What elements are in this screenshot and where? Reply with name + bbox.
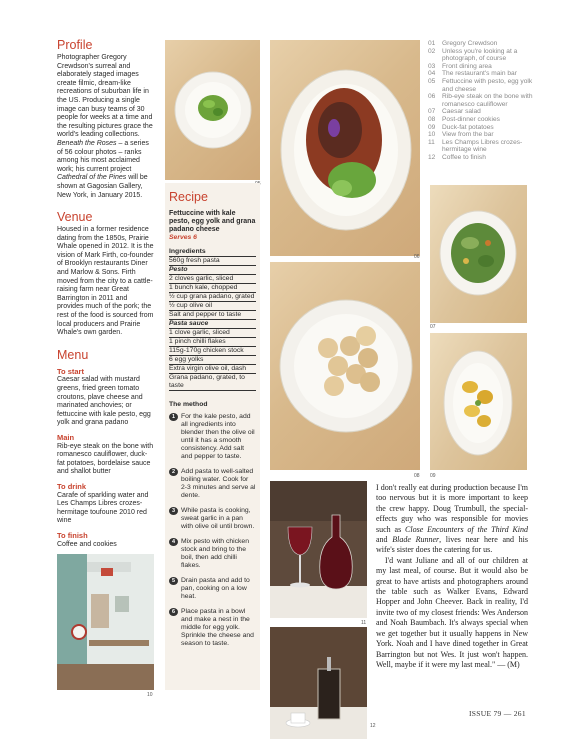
step-number-badge: 2 — [169, 468, 178, 476]
cookies-illustration — [270, 262, 420, 470]
caption-item — [428, 48, 533, 63]
caption-number: 01 — [428, 40, 436, 47]
photo-captions-list — [428, 40, 533, 162]
menu-section-text: Caesar salad with mustard greens, fried green tomato croutons, plave cheese and marinated anchovies; or fettuccine with kale pesto, egg yolk and grana padano — [57, 376, 151, 427]
menu-heading: Menu — [57, 347, 89, 362]
menu-section-text: Carafe of sparkling water and Les Champs Libres crozes-hermitage toufoune 2010 red wine — [57, 491, 149, 525]
method-step — [169, 507, 256, 531]
step-number-badge: 6 — [169, 608, 178, 616]
caption-item — [428, 139, 533, 154]
ingredient-subheading: Pasta sauce — [169, 320, 256, 329]
profile-text: Photographer Gregory Crewdson's surreal and elaborately staged images create filmic, dream-like recreations of suburban life in the US. Producing a single image can busy teams of 30 people for weeks at a time and the resulting pictures grace the world's leading collections. Beneath the Roses – a series of 56 colour photos – ranks among his most acclaimed work; his current project Cathedral of the Pines will be shown at Gagosian Gallery, New York, in January 2015. — [57, 54, 153, 199]
wine-illustration — [270, 481, 367, 618]
photo-wine — [270, 481, 367, 618]
ingredient-item: Salt and pepper to taste — [169, 311, 256, 320]
caption-number: 04 — [428, 70, 436, 78]
profile-heading: Profile — [57, 38, 93, 52]
caption-text: Post-dinner cookies — [442, 115, 500, 123]
caption-item — [428, 131, 533, 139]
photo-number: 09 — [430, 473, 436, 479]
photo-number: 11 — [361, 620, 367, 626]
caesar-salad-illustration — [430, 185, 527, 323]
ingredient-item: Extra virgin olive oil, dash — [169, 365, 256, 374]
caption-item — [428, 78, 533, 93]
photo-pesto-bowl — [165, 40, 260, 180]
ingredient-item: 560g fresh pasta — [169, 257, 256, 266]
article-body — [376, 483, 528, 670]
caption-number: 11 — [428, 138, 435, 146]
caption-text: The restaurant's main bar — [442, 70, 517, 78]
caption-text: Fettuccine with pesto, egg yolk and cheese — [442, 77, 533, 93]
left-column — [57, 38, 155, 549]
caption-text: Unless you're looking at a photograph, of course — [442, 47, 518, 63]
menu-section-text: Coffee and cookies — [57, 540, 117, 548]
recipe-panel — [165, 183, 260, 690]
caption-text: Rib-eye steak on the bone with romanesco cauliflower — [442, 93, 533, 108]
step-number-badge: 3 — [169, 507, 178, 515]
photo-view-from-bar — [57, 554, 154, 690]
step-number-badge: 4 — [169, 538, 178, 546]
ingredient-item: 1 clove garlic, sliced — [169, 329, 256, 338]
ingredient-item: 6 egg yolks — [169, 356, 256, 365]
coffee-illustration — [270, 627, 367, 739]
method-step — [169, 538, 256, 570]
caption-item — [428, 116, 533, 124]
photo-number: 06 — [414, 254, 420, 260]
caption-text: Caesar salad — [442, 108, 481, 116]
caption-number: 08 — [428, 115, 436, 123]
caption-text: Gregory Crewdson — [442, 40, 498, 47]
ingredient-item: 2 cloves garlic, sliced — [169, 275, 256, 284]
photo-number: 07 — [430, 324, 436, 330]
photo-number: 10 — [147, 692, 153, 698]
photo-coffee — [270, 627, 367, 739]
menu-section-label: To start — [57, 366, 84, 376]
venue-text: Housed in a former residence dating from the 1850s, Prairie Whale opened in 2012. It is the vision of Mark Firth, co-founder of Brooklyn restaurants Diner and Marlow & Sons. Firth moved from the city to a cattle-raising farm near Great Barrington in 2011 and provides much of the pork; the rest of the food is sourced from local producers and Prairie Whale's own garden. — [57, 226, 154, 337]
caption-text: Duck-fat potatoes — [442, 123, 494, 131]
caption-number: 05 — [428, 77, 436, 85]
ingredient-subheading: Pesto — [169, 266, 256, 275]
step-text: Place pasta in a bowl and make a nest in the middle for egg yolk. Sprinkle the cheese and season to taste. — [181, 608, 254, 647]
step-text: Add pasta to well-salted boiling water. Cook for 2-3 minutes and serve al dente. — [181, 468, 256, 499]
ingredient-item: 1 bunch kale, chopped — [169, 284, 256, 293]
caption-item — [428, 70, 533, 78]
steak-illustration — [270, 40, 420, 256]
step-text: Mix pesto with chicken stock and bring to the boil, then add chilli flakes. — [181, 538, 249, 569]
caption-item — [428, 93, 533, 108]
potatoes-illustration — [430, 333, 527, 470]
menu-section-label: To finish — [57, 530, 88, 540]
ingredient-item: 1 pinch chilli flakes — [169, 338, 256, 347]
photo-number: 12 — [370, 723, 376, 729]
caption-number: 03 — [428, 62, 436, 70]
caption-item — [428, 154, 533, 162]
recipe-heading: Recipe — [169, 190, 208, 204]
method-steps — [169, 413, 256, 648]
ingredient-item: Grana padano, grated, to taste — [169, 374, 256, 391]
step-number-badge: 5 — [169, 577, 178, 585]
ingredients-list — [169, 257, 256, 391]
method-heading: The method — [169, 401, 208, 408]
venue-heading: Venue — [57, 210, 93, 225]
step-text: For the kale pesto, add all ingredients into blender then the olive oil until it has a smooth consistency. Add salt and pepper to taste. — [181, 413, 255, 460]
method-step — [169, 608, 256, 648]
caption-number: 07 — [428, 108, 436, 116]
pesto-bowl-illustration — [165, 40, 260, 180]
menu-section-label: Main — [57, 432, 75, 442]
caption-number: 06 — [428, 93, 436, 101]
photo-caesar-salad — [430, 185, 527, 323]
method-step — [169, 413, 256, 461]
page-footer-issue: ISSUE 79 — 261 — [469, 709, 526, 718]
ingredient-item: 115g-170g chicken stock — [169, 347, 256, 356]
step-text: Drain pasta and add to pan, cooking on a low heat. — [181, 577, 250, 600]
caption-number: 02 — [428, 47, 436, 55]
step-text: While pasta is cooking, sweat garlic in a pan with olive oil until brown. — [181, 507, 255, 530]
caption-item — [428, 108, 533, 116]
recipe-serves: Serves 6 — [169, 234, 197, 241]
caption-number: 10 — [428, 131, 436, 139]
caption-item — [428, 40, 533, 48]
body-paragraph: I'd want Juliane and all of our children at my last meal, of course. But it would also be great to have artists and photographers around the table such as Walker Evans, Edward Hopper and John Cheever. Back in reality, I'd invite two of my closest friends: Wes Anderson and Noah Baumbach. It's always special when we get together but it usually happens in New York. Noah and I have dined together in Great Barrington but not Wes. It just won't happen. Well, maybe if it were my last meal." — (M) — [376, 555, 528, 669]
step-number-badge: 1 — [169, 413, 178, 421]
ingredients-heading: Ingredients — [169, 248, 256, 257]
recipe-title: Fettuccine with kale pesto, egg yolk and grana padano cheese — [169, 210, 256, 233]
caption-text: Front dining area — [442, 62, 492, 70]
photo-number: 08 — [414, 473, 420, 479]
ingredient-item: ½ cup olive oil — [169, 302, 256, 311]
photo-cookies — [270, 262, 420, 470]
photo-potatoes — [430, 333, 527, 470]
menu-section-label: To drink — [57, 481, 87, 491]
caption-text: Coffee to finish — [442, 153, 486, 161]
caption-item — [428, 124, 533, 132]
caption-number: 12 — [428, 153, 436, 161]
caption-text: View from the bar — [442, 131, 494, 139]
view-from-bar-illustration — [57, 554, 154, 690]
photo-steak — [270, 40, 420, 256]
caption-text: Les Champs Libres crozes-hermitage wine — [442, 138, 523, 154]
body-paragraph: I don't really eat during production because I'm too nervous but it is more important to keep the crew happy. Doug Trumbull, the special-effects guy who was responsible for movies such as Close Encounters of the Third Kind and Blade Runner, lives near here and his wife's sister does the catering for us. — [376, 483, 529, 555]
method-step — [169, 468, 256, 500]
menu-section-text: Rib-eye steak on the bone with romanesco cauliflower, duck-fat potatoes, bordelaise sauce and shallot butter — [57, 442, 154, 476]
ingredient-item: ½ cup grana padano, grated — [169, 293, 255, 300]
caption-item — [428, 63, 533, 71]
caption-number: 09 — [428, 123, 436, 131]
method-step — [169, 577, 256, 601]
